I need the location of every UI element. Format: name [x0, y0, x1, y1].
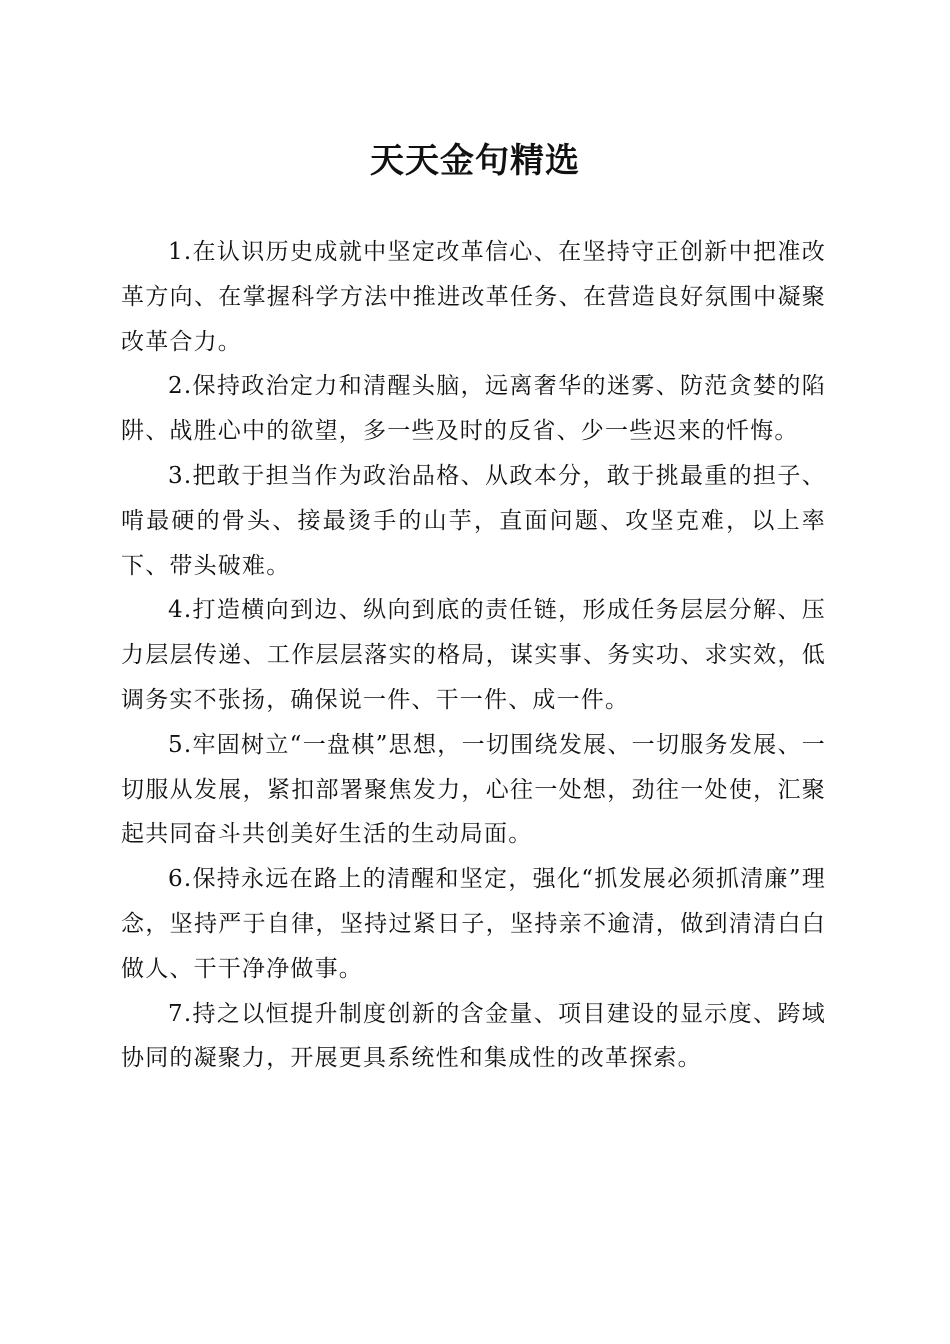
- paragraph-4: 4.打造横向到边、纵向到底的责任链，形成任务层层分解、压力层层传递、工作层层落实的格局，谋实事、务实功、求实效，低调务实不张扬，确保说一件、干一件、成一件。: [121, 597, 826, 713]
- document-body: [121, 230, 826, 1081]
- paragraph-3: 3.把敢于担当作为政治品格、从政本分，敢于挑最重的担子、啃最硬的骨头、接最烫手的山芋，直面问题、攻坚克难，以上率下、带头破难。: [121, 462, 826, 579]
- paragraph-7: 7.持之以恒提升制度创新的含金量、项目建设的显示度、跨域协同的凝聚力，开展更具系统性和集成性的改革探索。: [121, 1000, 826, 1072]
- paragraph-1: 1.在认识历史成就中坚定改革信心、在坚持守正创新中把准改革方向、在掌握科学方法中推进改革任务、在营造良好氛围中凝聚改革合力。: [121, 239, 826, 355]
- paragraph-5: 5.牢固树立“一盘棋”思想，一切围绕发展、一切服务发展、一切服从发展，紧扣部署聚焦发力，心往一处想，劲往一处使，汇聚起共同奋斗共创美好生活的生动局面。: [121, 731, 826, 848]
- page-title: 天天金句精选: [370, 141, 580, 181]
- paragraph-2: 2.保持政治定力和清醒头脑，远离奢华的迷雾、防范贪婪的陷阱、战胜心中的欲望，多一些及时的反省、少一些迟来的忏悔。: [121, 373, 826, 445]
- paragraph-6: 6.保持永远在路上的清醒和坚定，强化“抓发展必须抓清廉”理念，坚持严于自律，坚持过紧日子，坚持亲不逾清，做到清清白白做人、干干净净做事。: [121, 866, 826, 982]
